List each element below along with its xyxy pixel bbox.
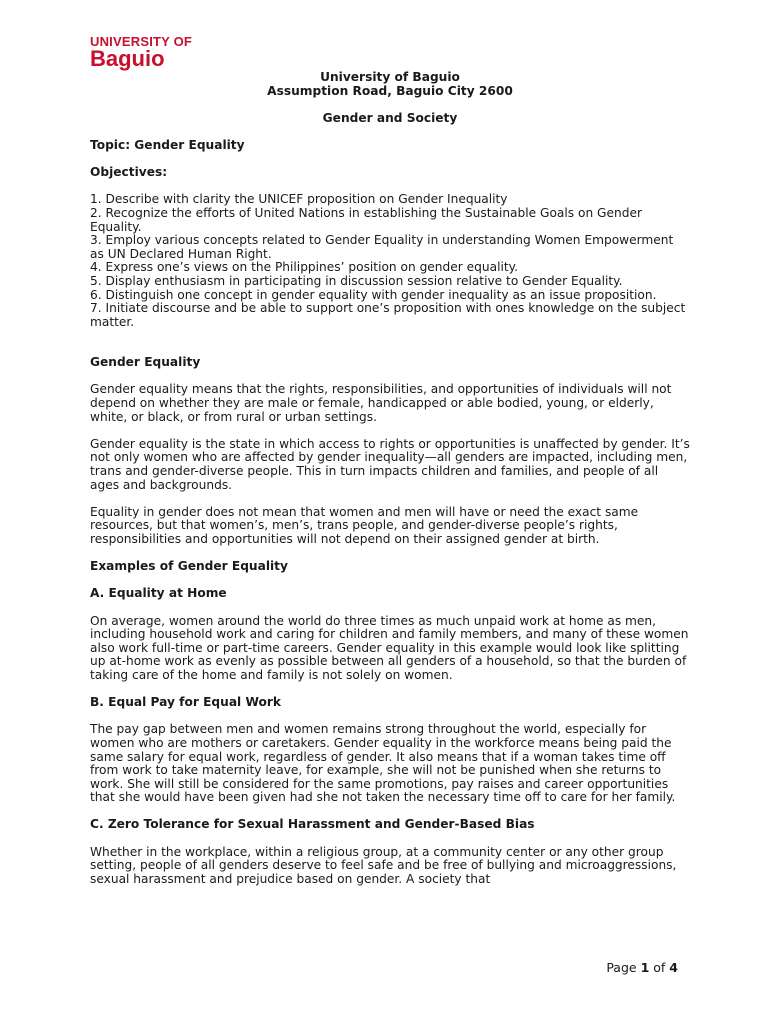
example-c-text: Whether in the workplace, within a religious group, at a community center or any other group setting, people of all genders deserve to feel safe and be free of bullying and microaggressions, sexual harassment and prejudice based on gender. A society that bbox=[90, 844, 677, 886]
page-label: Page bbox=[606, 960, 637, 975]
objectives-heading: Objectives: bbox=[90, 165, 168, 180]
objective-item: 4. Express one’s views on the Philippines’ position on gender equality. bbox=[90, 260, 518, 275]
objective-item: 2. Recognize the efforts of United Nations in establishing the Sustainable Goals on Gender Equality. bbox=[90, 205, 642, 234]
example-b-text: The pay gap between men and women remains strong throughout the world, especially for women who are mothers or caretakers. Gender equality in the workforce means being paid the same salary for equal work, regardless of gender. It also means that if a woman takes time off from work to take maternity leave, for example, she will not be punished when she returns to work. She will still be considered for the same promotions, pay raises and career opportunities that she would have been given had she not taken the necessary time off to care for her family. bbox=[90, 722, 676, 805]
logo-line-2: Baguio bbox=[90, 46, 165, 71]
topic-heading: Topic: Gender Equality bbox=[90, 137, 245, 152]
example-b-heading: B. Equal Pay for Equal Work bbox=[90, 695, 281, 710]
objective-item: 1. Describe with clarity the UNICEF proposition on Gender Inequality bbox=[90, 192, 508, 207]
example-a-text: On average, women around the world do three times as much unpaid work at home as men, including household work and caring for children and family members, and many of these women also work full-time or part-time careers. Gender equality in this example would look like splitting up at-home work as evenly as possible between all genders of a household, so that the burden of taking care of the home and family is not solely on women. bbox=[90, 613, 689, 682]
section-heading-gender-equality: Gender Equality bbox=[90, 355, 201, 370]
page-footer bbox=[606, 960, 678, 975]
university-logo bbox=[90, 35, 192, 70]
paragraph: Equality in gender does not mean that women and men will have or need the exact same resources, but that women’s, men’s, trans people, and gender-diverse people’s rights, responsibilities and opportunities will not depend on their assigned gender at birth. bbox=[90, 504, 639, 546]
objective-item: 7. Initiate discourse and be able to support one’s proposition with ones knowledge on the subject matter. bbox=[90, 301, 686, 329]
page-number: 1 bbox=[640, 960, 650, 975]
objective-item: 6. Distinguish one concept in gender equality with gender inequality as an issue proposition. bbox=[90, 287, 657, 302]
examples-heading: Examples of Gender Equality bbox=[90, 559, 288, 574]
course-title: Gender and Society bbox=[322, 110, 458, 125]
document-body bbox=[90, 71, 690, 886]
logo-line-1: UNIVERSITY OF bbox=[90, 34, 193, 49]
example-c-heading: C. Zero Tolerance for Sexual Harassment and Gender-Based Bias bbox=[90, 817, 535, 832]
institution-name: University of Baguio bbox=[320, 70, 460, 84]
paragraph: Gender equality means that the rights, responsibilities, and opportunities of individuals will not depend on whether they are male or female, handicapped or able bodied, young, or elderly, white, or black, or from rural or urban settings. bbox=[90, 382, 672, 424]
page-total: 4 bbox=[669, 960, 678, 975]
paragraph: Gender equality is the state in which access to rights or opportunities is unaffected by gender. It’s not only women who are affected by gender inequality—all genders are impacted, including men, trans and gender-diverse people. This in turn impacts children and families, and people of all ages and backgrounds. bbox=[90, 436, 690, 492]
example-a-heading: A. Equality at Home bbox=[90, 586, 227, 601]
objective-item: 5. Display enthusiasm in participating in discussion session relative to Gender Equality. bbox=[90, 273, 623, 288]
of-label: of bbox=[653, 960, 666, 975]
objective-item: 3. Employ various concepts related to Gender Equality in understanding Women Empowerment as UN Declared Human Right. bbox=[90, 233, 674, 261]
institution-address: Assumption Road, Baguio City 2600 bbox=[267, 83, 513, 98]
